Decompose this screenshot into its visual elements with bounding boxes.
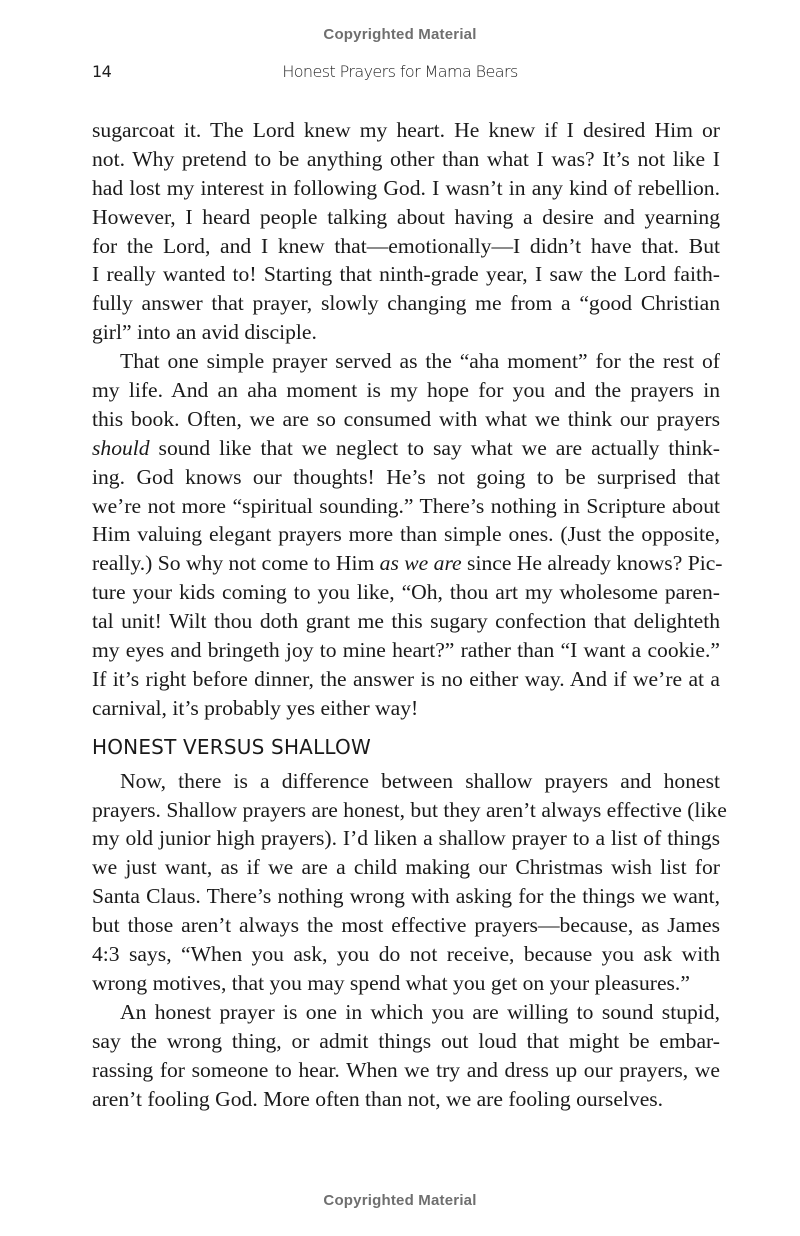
text-line: sugarcoat it. The Lord knew my heart. He knew if I desired Him or	[92, 118, 720, 142]
text-line: wrong motives, that you may spend what you get on your pleasures.”	[92, 970, 690, 995]
page-number: 14	[92, 62, 112, 81]
text-line: my life. And an aha moment is my hope for you and the prayers in	[92, 378, 720, 403]
text-span: really.) So why not come to Him	[92, 551, 380, 576]
paragraph-continued	[92, 116, 720, 347]
text-line: tal unit! Wilt thou doth grant me this sugary confection that delighteth	[92, 609, 720, 634]
emphasis-as-we-are: as we are	[379, 551, 462, 576]
copyright-watermark-bottom: Copyrighted Material	[323, 1192, 477, 1209]
text-line: ture your kids coming to you like, “Oh, thou art my wholesome paren-	[92, 580, 720, 605]
paragraph-shallow-prayers	[92, 767, 727, 998]
text-line: 4:3 says, “When you ask, you do not receive, because you ask with	[92, 942, 720, 967]
text-line: An honest prayer is one in which you are willing to sound stupid,	[120, 999, 720, 1024]
text-line: rassing for someone to hear. When we try and dress up our prayers, we	[92, 1057, 720, 1082]
paragraph-honest-prayer	[92, 998, 720, 1114]
emphasis-should: should	[92, 435, 150, 460]
text-line: not. Why pretend to be anything other than what I was? It’s not like I	[92, 146, 720, 171]
section-heading: HONEST VERSUS SHALLOW	[92, 734, 371, 759]
text-line	[92, 549, 723, 578]
book-title: Honest Prayers for Mama Bears	[282, 62, 518, 81]
text-line: this book. Often, we are so consumed with what we think our prayers	[92, 406, 720, 431]
text-line: However, I heard people talking about having a desire and yearning	[92, 204, 720, 229]
text-line: prayers. Shallow prayers are honest, but they aren’t always effective (like	[92, 797, 727, 822]
text-line: had lost my interest in following God. I wasn’t in any kind of rebellion.	[92, 175, 720, 200]
copyright-watermark-top: Copyrighted Material	[323, 26, 477, 43]
text-line: ing. God knows our thoughts! He’s not going to be surprised that	[92, 464, 720, 489]
text-line: we just want, as if we are a child making our Christmas wish list for	[92, 855, 720, 880]
text-line: but those aren’t always the most effective prayers—because, as James	[92, 913, 720, 938]
text-line: If it’s right before dinner, the answer is no either way. And if we’re at a	[92, 666, 720, 691]
text-line: carnival, it’s probably yes either way!	[92, 695, 419, 720]
text-line	[92, 434, 720, 463]
text-line: aren’t fooling God. More often than not, we are fooling ourselves.	[92, 1086, 664, 1111]
text-line: That one simple prayer served as the “aha moment” for the rest of	[120, 349, 720, 374]
text-line: I really wanted to! Starting that ninth-grade year, I saw the Lord faith-	[92, 262, 720, 287]
text-line: Him valuing elegant prayers more than simple ones. (Just the opposite,	[92, 522, 720, 547]
text-line: Santa Claus. There’s nothing wrong with asking for the things we want,	[92, 884, 720, 909]
body-text	[92, 116, 727, 1113]
running-head	[92, 62, 708, 86]
text-line: fully answer that prayer, slowly changing me from a “good Christian	[92, 291, 720, 316]
text-line: my old junior high prayers). I’d liken a shallow prayer to a list of things	[92, 826, 720, 851]
text-line: say the wrong thing, or admit things out loud that might be embar-	[92, 1028, 720, 1053]
text-line: we’re not more “spiritual sounding.” There’s nothing in Scripture about	[92, 493, 720, 518]
paragraph-aha-moment	[92, 347, 723, 723]
text-span: sound like that we neglect to say what we are actually think-	[149, 435, 720, 460]
text-line: Now, there is a difference between shallow prayers and honest	[120, 768, 720, 793]
text-line: my eyes and bringeth joy to mine heart?” rather than “I want a cookie.”	[92, 638, 720, 663]
text-line: girl” into an avid disciple.	[92, 320, 317, 345]
text-span: since He already knows? Pic-	[461, 551, 723, 576]
text-line: for the Lord, and I knew that—emotionally—I didn’t have that. But	[92, 233, 720, 258]
